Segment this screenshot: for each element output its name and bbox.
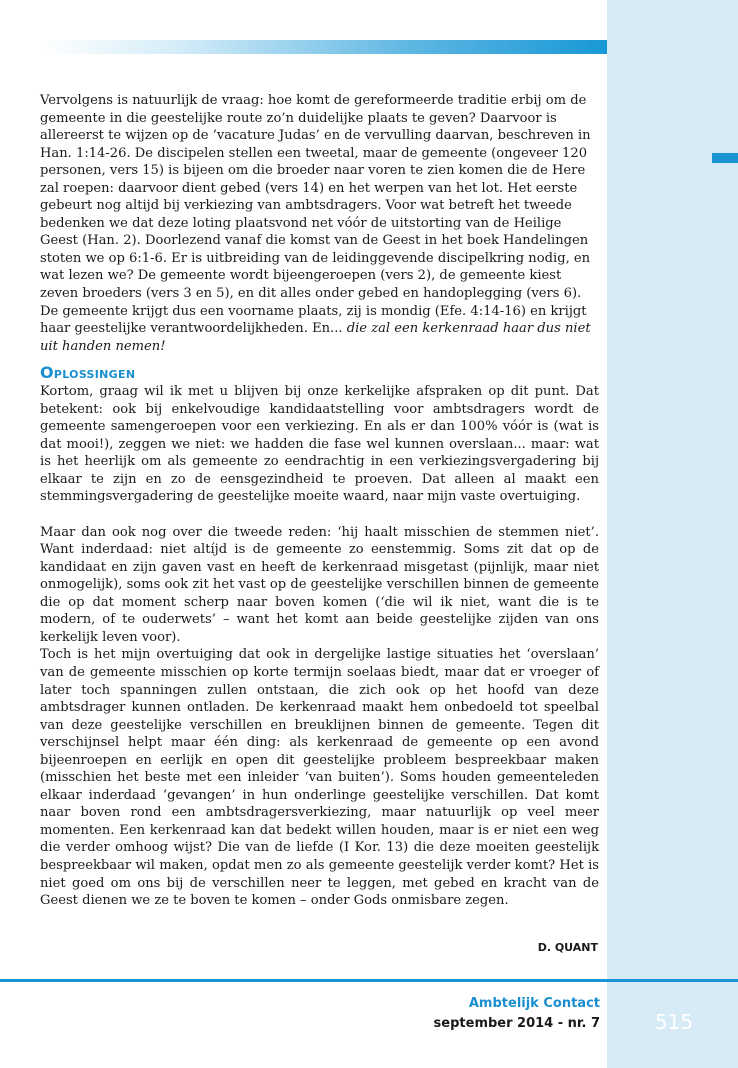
paragraph-2: Kortom, graag wil ik met u blijven bij onze kerkelijke afspraken op dit punt. Dat betekent: ook bij enkelvoudige kandidaatstelling voor ambtsdragers wordt de gemeente samengeroepen voor een verkiezing. En als er dan 100% vóór is (wat is dat mooi!), zeggen we niet: we hadden die fase wel kunnen overslaan... maar: wat is het heerlijk om als gemeente zo eendrachtig in een verkiezingsvergadering bij elkaar te zijn en zo de eensgezindheid te proeven. Dat alleen al maakt een stemmingsvergadering de geestelijke moeite waard, naar mijn vaste overtuiging.: [40, 384, 599, 505]
footer-divider: [0, 979, 738, 982]
article-body: [40, 92, 599, 910]
magazine-title: Ambtelijk Contact: [468, 996, 600, 1011]
issue-label: september 2014 - nr. 7: [433, 1016, 600, 1031]
paragraph-1-italic: die zal een kerkenraad haar dus niet uit handen nemen!: [40, 321, 591, 354]
sidebar-tab-marker: [712, 153, 738, 163]
paragraph-4: Toch is het mijn overtuiging dat ook in dergelijke lastige situaties het ‘overslaan’ van de gemeente misschien op korte termijn soelaas biedt, maar dat er vroeger of later toch spanningen zullen ontstaan, die zich ook op het hoofd van deze ambtsdrager kunnen ontladen. De kerkenraad maakt hem onbedoeld tot speelbal van deze geestelijke verschillen en breuklijnen binnen de gemeente. Tegen dit verschijnsel helpt maar één ding: als kerkenraad de gemeente op een avond bijeenroepen en eerlijk en open dit geestelijke probleem bespreekbaar maken (misschien het beste met een inleider ‘van buiten’). Soms houden gemeenteleden elkaar inderdaad ‘gevangen’ in hun onderlinge geestelijke verschillen. Dat komt naar boven rond een ambtsdragersverkiezing, maar natuurlijk op veel meer momenten. Een kerkenraad kan dat bedekt willen houden, maar is er niet een weg die verder omhoog wijst? Die van de liefde (I Kor. 13) die deze moeiten geestelijk bespreekbaar wil maken, opdat men zo als gemeente geestelijk verder komt? Het is niet goed om ons bij de verschillen neer te leggen, met gebed en kracht van de Geest dienen we ze te boven te komen – onder Gods onmisbare zegen.: [40, 647, 599, 909]
author-signature: D. QUANT: [537, 941, 598, 954]
paragraph-1: [40, 92, 599, 355]
header-gradient-bar: [40, 40, 607, 54]
paragraph-3: Maar dan ook nog over die tweede reden: ‘hij haalt misschien de stemmen niet’. Want inderdaad: niet altíjd is de gemeente zo eenstemmig. Soms zit dat op de kandidaat en zijn gaven vast en heeft de kerkenraad misgetast (pijnlijk, maar niet onmogelijk), soms ook zit het vast op de geestelijke verschillen binnen de gemeente die op dat moment scherp naar boven komen (‘die wil ik niet, want die is te modern, of te ouderwets’ – want het komt aan beide geestelijke zijden van ons kerkelijk leven voor).: [40, 524, 599, 645]
section-heading: Oplossingen: [40, 363, 136, 383]
paragraph-1-text: Vervolgens is natuurlijk de vraag: hoe komt de gereformeerde traditie erbij om de gemeente in die geestelijke route zo’n duidelijke plaats te geven? Daarvoor is allereerst te wijzen op de ‘vacature Judas’ en de vervulling daarvan, beschreven in Han. 1:14-26. De discipelen stellen een tweetal, maar de gemeente (ongeveer 120 personen, vers 15) is bijeen om die broeder naar voren te zien komen die de Here zal roepen: daarvoor dient gebed (vers 14) en het werpen van het lot. Het eerste gebeurt nog altijd bij verkiezing van ambtsdragers. Voor wat betreft het tweede bedenken we dat deze loting plaatsvond net vóór de uitstorting van de Heilige Geest (Han. 2). Doorlezend vanaf die komst van de Geest in het boek Handelingen stoten we op 6:1-6. Er is uitbreiding van de leidinggevende discipelkring nodig, en wat lezen we? De gemeente wordt bijeengeroepen (vers 2), de gemeente kiest zeven broeders (vers 3 en 5), en dit alles onder gebed en handoplegging (vers 6). De gemeente krijgt dus een voorname plaats, zij is mondig (Efe. 4:14-16) en krijgt haar geestelijke verantwoordelijkheden. En...: [40, 93, 591, 337]
page-number: 515: [654, 1010, 694, 1034]
